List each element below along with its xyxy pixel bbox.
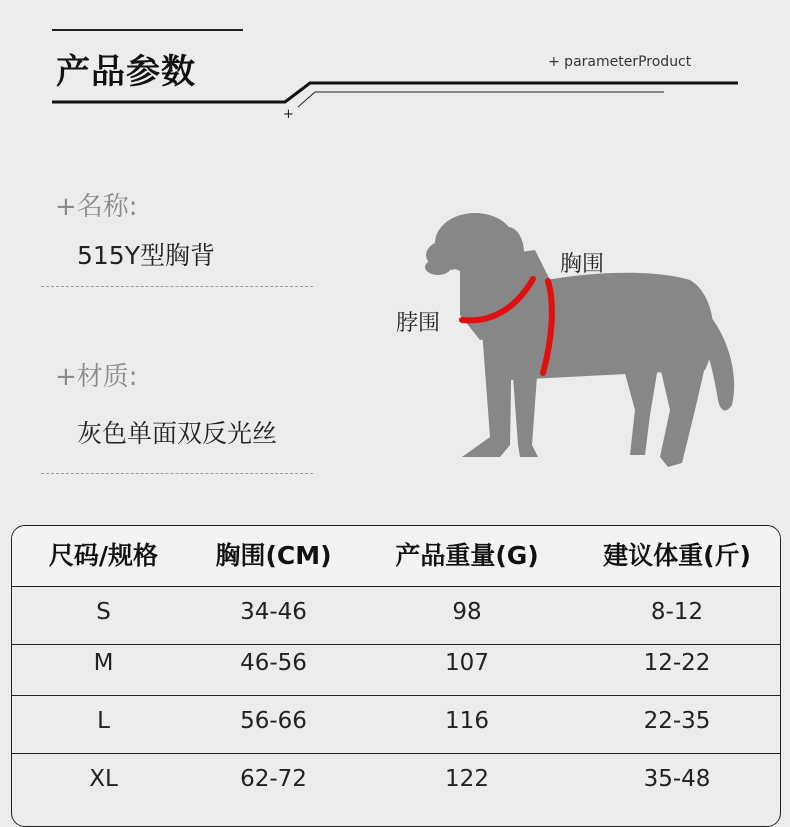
cell-chest: 62-72 xyxy=(240,766,307,792)
material-value: 灰色单面双反光丝 xyxy=(77,419,278,448)
table-row xyxy=(12,696,780,754)
size-table xyxy=(11,525,781,827)
cell-size: M xyxy=(93,650,114,676)
cell-weight: 98 xyxy=(452,599,482,625)
cell-weight: 116 xyxy=(445,708,489,734)
neck-label: 脖围 xyxy=(396,311,441,336)
material-label: +材质: xyxy=(55,362,138,392)
cell-recommended-weight: 8-12 xyxy=(650,599,704,625)
cell-chest: 34-46 xyxy=(240,599,307,625)
cell-recommended-weight: 22-35 xyxy=(643,708,711,734)
cell-size: L xyxy=(97,708,110,734)
cell-recommended-weight: 12-22 xyxy=(643,650,711,676)
cell-weight: 122 xyxy=(445,766,489,792)
cell-size: XL xyxy=(89,766,118,792)
dog-illustration xyxy=(420,205,750,475)
cell-recommended-weight: 35-48 xyxy=(643,766,711,792)
table-row xyxy=(12,638,780,696)
cell-chest: 56-66 xyxy=(240,708,307,734)
chest-label: 胸围 xyxy=(560,252,605,277)
page-subtitle: + parameterProduct xyxy=(548,54,692,70)
cell-weight: 107 xyxy=(445,650,489,676)
table-row xyxy=(12,587,780,645)
table-row xyxy=(12,754,780,811)
divider xyxy=(41,286,313,287)
header-recommended-weight: 建议体重(斤) xyxy=(603,541,751,570)
cell-chest: 46-56 xyxy=(240,650,307,676)
divider xyxy=(41,473,313,474)
header-weight: 产品重量(G) xyxy=(395,541,539,570)
cell-size: S xyxy=(96,599,111,625)
header-size: 尺码/规格 xyxy=(48,541,159,570)
name-label: +名称: xyxy=(55,192,138,222)
page-title: 产品参数 xyxy=(56,52,196,92)
name-value: 515Y型胸背 xyxy=(77,241,215,270)
header-chest: 胸围(CM) xyxy=(215,541,332,570)
table-header xyxy=(12,526,780,587)
plus-mark: + xyxy=(283,107,294,122)
